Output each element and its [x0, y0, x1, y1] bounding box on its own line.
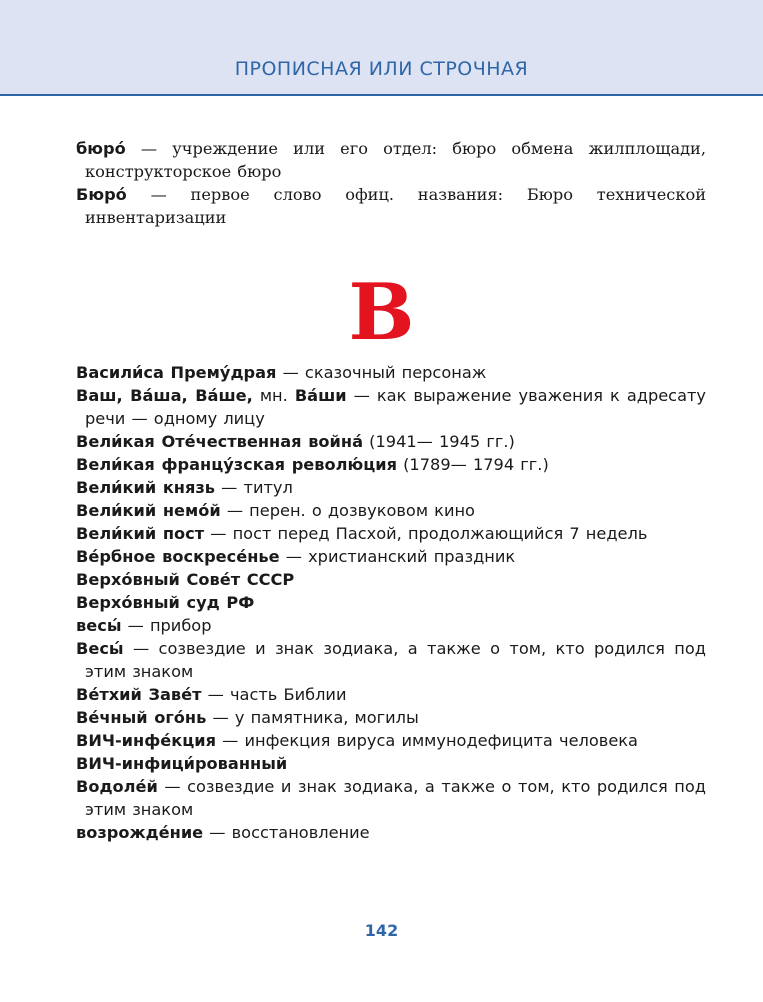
entry-headword: Верхо́вный суд РФ	[76, 593, 255, 612]
entry-definition: — перен. о дозвуковом кино	[220, 501, 475, 520]
entry-headword: Ве́чный ого́нь	[76, 708, 207, 727]
entry-headword: Ве́рбное воскресе́нье	[76, 547, 280, 566]
dictionary-entry	[76, 706, 706, 729]
entry-headword: Вели́кий немо́й	[76, 501, 221, 520]
entry-headword: ВИЧ-инфе́кция	[76, 731, 216, 750]
entry-definition: — как выражение уважения к адресату речи — одному лицу	[85, 386, 707, 428]
entry-definition: — прибор	[121, 616, 212, 635]
entry-headword: Ве́тхий Заве́т	[76, 685, 202, 704]
dictionary-entry	[76, 568, 706, 591]
entry-definition: — у памятника, могилы	[206, 708, 419, 727]
dictionary-entry	[76, 183, 706, 229]
entry-headword: весы́	[76, 616, 122, 635]
dictionary-entry	[76, 752, 706, 775]
entry-definition: — часть Библии	[201, 685, 347, 704]
entry-definition: — первое слово офиц. названия: Бюро технической инвентаризации	[85, 185, 706, 227]
running-head: ПРОПИСНАЯ ИЛИ СТРОЧНАЯ	[234, 58, 529, 80]
dictionary-entry	[76, 522, 706, 545]
entry-headword: Вели́кий пост	[76, 524, 205, 543]
entry-definition: — учреждение или его отдел: бюро обмена жилплощади, конструкторское бюро	[85, 139, 706, 181]
header-band	[0, 0, 763, 96]
dictionary-entry	[76, 775, 706, 821]
dictionary-entry	[76, 476, 706, 499]
entry-headword: Вели́кая Оте́чественная война́	[76, 432, 364, 451]
dictionary-entry	[76, 453, 706, 476]
dictionary-entry	[76, 614, 706, 637]
entry-grammar-note: мн.	[252, 386, 295, 405]
entry-definition: (1789— 1794 гг.)	[396, 455, 549, 474]
dictionary-entry	[76, 499, 706, 522]
dictionary-entry	[76, 683, 706, 706]
entry-headword: Водоле́й	[76, 777, 158, 796]
entry-definition: — титул	[215, 478, 293, 497]
entry-headword: бюро́	[76, 139, 126, 158]
entry-definition: (1941— 1945 гг.)	[363, 432, 515, 451]
entry-definition: — христианский праздник	[279, 547, 516, 566]
dictionary-entry	[76, 430, 706, 453]
top-entries	[76, 137, 706, 229]
entry-headword: Ваш, Ва́ша, Ва́ше,	[76, 386, 253, 405]
entry-definition: — восстановление	[203, 823, 370, 842]
entry-headword: возрожде́ние	[76, 823, 204, 842]
entry-headword: Верхо́вный Сове́т СССР	[76, 570, 295, 589]
entry-list	[76, 361, 706, 844]
dictionary-entry	[76, 545, 706, 568]
entry-headword: Вели́кая францу́зская револю́ция	[76, 455, 397, 474]
dictionary-entry	[76, 637, 706, 683]
entry-definition: — созвездие и знак зодиака, а также о том, кто родился под этим знаком	[85, 639, 706, 681]
dictionary-entry	[76, 729, 706, 752]
page-number: 142	[364, 921, 399, 940]
entry-headword: Бюро́	[76, 185, 127, 204]
entry-definition: — пост перед Пасхой, продолжающийся 7 недель	[204, 524, 648, 543]
entry-headword: Васили́са Прему́драя	[76, 363, 277, 382]
dictionary-entry	[76, 137, 706, 183]
entry-headword: Весы́	[76, 639, 124, 658]
dictionary-entry	[76, 591, 706, 614]
section-letter: В	[348, 267, 415, 358]
dictionary-entry	[76, 821, 706, 844]
entry-headword-variant: Ва́ши	[294, 386, 347, 405]
entry-definition: — инфекция вируса иммунодефицита человека	[215, 731, 638, 750]
dictionary-entry	[76, 361, 706, 384]
entry-headword: Вели́кий князь	[76, 478, 216, 497]
entry-definition: — созвездие и знак зодиака, а также о том, кто родился под этим знаком	[85, 777, 706, 819]
entry-headword: ВИЧ-инфици́рованный	[76, 754, 288, 773]
entry-definition: — сказочный персонаж	[276, 363, 487, 382]
dictionary-entry	[76, 384, 706, 430]
